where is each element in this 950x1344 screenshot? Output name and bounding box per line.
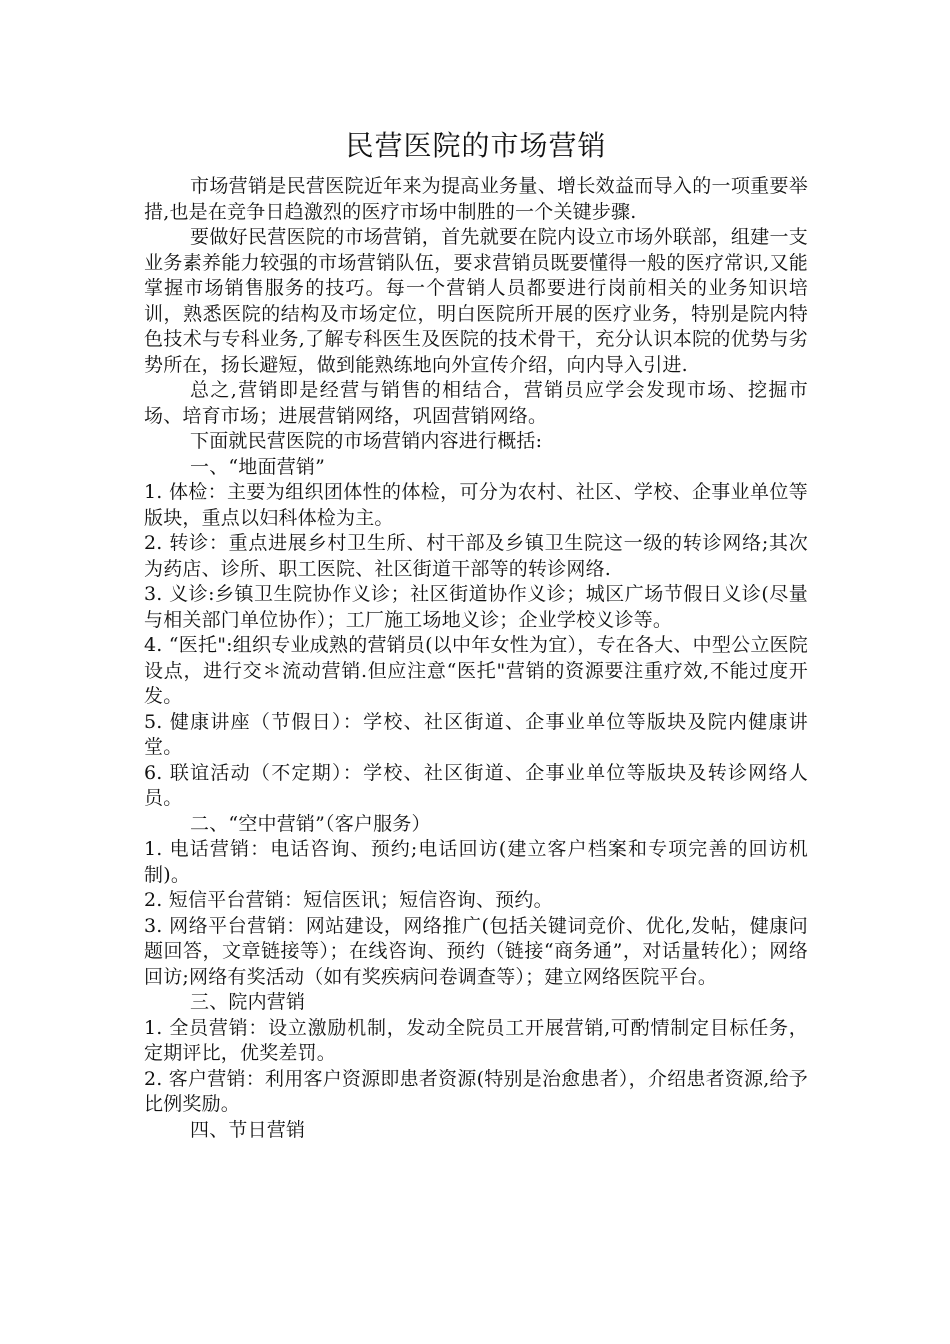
paragraph: 四、节日营销 [190,1118,306,1141]
paragraph: 2. 转诊：重点进展乡村卫生所、村干部及乡镇卫生院这一级的转诊网络;其次为药店、诊所、职工医院、社区街道干部等的转诊网络. [144,532,808,580]
paragraph: 二、“空中营销”（客户服务） [190,812,431,835]
document-page [144,126,808,1143]
paragraph: 市场营销是民营医院近年来为提高业务量、增长效益而导入的一项重要举措,也是在竞争日趋激烈的医疗市场中制胜的一个关键步骤. [144,175,808,223]
paragraph: 1. 电话营销：电话咨询、预约;电话回访(建立客户档案和专项完善的回访机制)。 [144,838,808,886]
paragraph: 3. 义诊:乡镇卫生院协作义诊；社区街道协作义诊；城区广场节假日义诊(尽量与相关部门单位协作）；工厂施工场地义诊；企业学校义诊等。 [144,583,808,631]
paragraph: 下面就民营医院的市场营销内容进行概括: [190,430,543,452]
paragraph: 2. 客户营销：利用客户资源即患者资源(特别是治愈患者），介绍患者资源,给予比例奖励。 [144,1067,808,1115]
document-title: 民营医院的市场营销 [345,129,607,162]
paragraph: 3. 网络平台营销：网站建设，网络推广(包括关键词竞价、优化,发帖，健康问题回答，文章链接等）；在线咨询、预约（链接“商务通”，对话量转化）；网络回访;网络有奖活动（如有奖疾病问卷调查等）；建立网络医院平台。 [144,914,808,988]
paragraph: 三、院内营销 [190,991,306,1013]
paragraph: 要做好民营医院的市场营销，首先就要在院内设立市场外联部，组建一支业务素养能力较强的市场营销队伍，要求营销员既要懂得一般的医疗常识,又能掌握市场销售服务的技巧。每一个营销人员都要进行岗前相关的业务知识培训，熟悉医院的结构及市场定位，明白医院所开展的医疗业务，特别是院内特色技术与专科业务,了解专科医生及医院的技术骨干，充分认识本院的优势与劣势所在，扬长避短，做到能熟练地向外宣传介绍，向内导入引进. [144,226,808,376]
paragraph: 5. 健康讲座（节假日）：学校、社区街道、企事业单位等版块及院内健康讲堂。 [144,710,808,758]
paragraph: 4. “医托":组织专业成熟的营销员(以中年女性为宜），专在各大、中型公立医院设点，进行交＊流动营销.但应注意“医托"营销的资源要注重疗效,不能过度开发。 [144,634,808,707]
paragraph: 总之,营销即是经营与销售的相结合，营销员应学会发现市场、挖掘市场、培育市场；进展营销网络，巩固营销网络。 [144,379,808,427]
paragraph: 一、“地面营销” [190,455,326,478]
paragraph: 6. 联谊活动（不定期）：学校、社区街道、企事业单位等版块及转诊网络人员。 [144,761,808,809]
paragraph: 2. 短信平台营销：短信医讯；短信咨询、预约。 [144,889,553,911]
document-body [144,174,808,1143]
paragraph: 1. 全员营销：设立激励机制，发动全院员工开展营销,可酌情制定目标任务，定期评比，优奖差罚。 [144,1016,808,1064]
paragraph: 1. 体检：主要为组织团体性的体检，可分为农村、社区、学校、企事业单位等版块，重点以妇科体检为主。 [144,481,808,529]
